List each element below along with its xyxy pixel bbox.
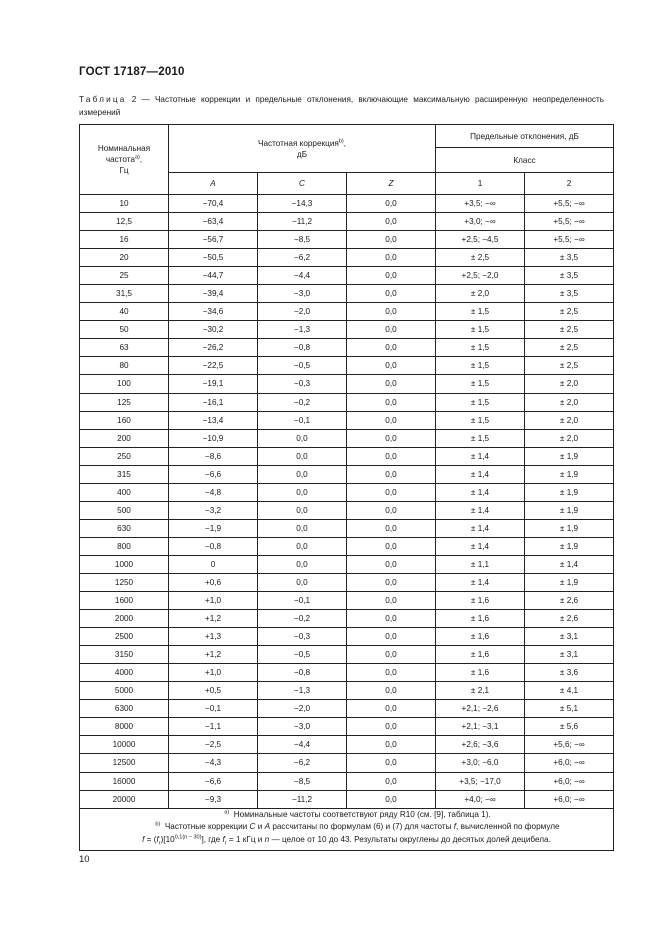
cell-limit-class-2: ± 3,1 bbox=[525, 646, 614, 664]
formula-n: n bbox=[264, 834, 270, 844]
cell-frequency: 1600 bbox=[80, 592, 169, 610]
formula-fr2-sub: r bbox=[224, 840, 227, 847]
cell-limit-class-1: ± 1,4 bbox=[436, 537, 525, 555]
cell-frequency: 100 bbox=[80, 375, 169, 393]
cell-frequency: 1000 bbox=[80, 555, 169, 573]
page-number: 10 bbox=[79, 854, 90, 865]
table-row bbox=[80, 790, 614, 808]
cell-correction-z: 0,0 bbox=[347, 519, 436, 537]
cell-limit-class-2: ± 2,0 bbox=[525, 375, 614, 393]
table-row bbox=[80, 195, 614, 213]
table-row bbox=[80, 357, 614, 375]
cell-correction-z: 0,0 bbox=[347, 231, 436, 249]
cell-limit-class-1: ± 1,5 bbox=[436, 411, 525, 429]
cell-correction-c: 0,0 bbox=[258, 447, 347, 465]
cell-correction-c: −1,3 bbox=[258, 682, 347, 700]
cell-limit-class-1: ± 1,5 bbox=[436, 393, 525, 411]
footnote-b-text-1: Частотные коррекции bbox=[164, 822, 250, 832]
cell-correction-a: +1,0 bbox=[169, 592, 258, 610]
formula-part-2: = ( bbox=[144, 834, 157, 844]
cell-correction-a: −22,5 bbox=[169, 357, 258, 375]
cell-frequency: 12500 bbox=[80, 754, 169, 772]
cell-limit-class-1: ± 1,4 bbox=[436, 519, 525, 537]
cell-correction-c: −0,5 bbox=[258, 357, 347, 375]
cell-limit-class-2: +5,5; −∞ bbox=[525, 213, 614, 231]
subheader-a: A bbox=[169, 173, 258, 195]
cell-correction-a: −0,8 bbox=[169, 537, 258, 555]
cell-limit-class-1: +2,1; −2,6 bbox=[436, 700, 525, 718]
cell-limit-class-1: +3,5; −∞ bbox=[436, 195, 525, 213]
header-limits: Предельные отклонения, дБ bbox=[436, 125, 614, 148]
table-row bbox=[80, 483, 614, 501]
cell-limit-class-2: ± 2,5 bbox=[525, 303, 614, 321]
table-caption-lead: Таблица bbox=[79, 95, 127, 104]
cell-limit-class-2: ± 1,4 bbox=[525, 555, 614, 573]
cell-correction-a: −8,6 bbox=[169, 447, 258, 465]
cell-correction-c: −2,0 bbox=[258, 303, 347, 321]
table-row bbox=[80, 231, 614, 249]
footnote-b-text-2: и bbox=[255, 822, 265, 832]
table-row bbox=[80, 303, 614, 321]
cell-limit-class-2: ± 2,6 bbox=[525, 610, 614, 628]
cell-limit-class-1: ± 1,5 bbox=[436, 429, 525, 447]
table-row bbox=[80, 501, 614, 519]
cell-limit-class-1: +3,0; −∞ bbox=[436, 213, 525, 231]
cell-correction-a: −44,7 bbox=[169, 267, 258, 285]
cell-correction-c: −4,4 bbox=[258, 736, 347, 754]
cell-frequency: 10 bbox=[80, 195, 169, 213]
table-caption bbox=[79, 93, 604, 119]
cell-limit-class-1: ± 1,6 bbox=[436, 628, 525, 646]
cell-correction-z: 0,0 bbox=[347, 682, 436, 700]
cell-limit-class-2: ± 1,9 bbox=[525, 465, 614, 483]
header-corr-unit: дБ bbox=[296, 149, 308, 159]
cell-correction-z: 0,0 bbox=[347, 700, 436, 718]
table-row bbox=[80, 339, 614, 357]
cell-correction-c: −0,1 bbox=[258, 411, 347, 429]
cell-correction-c: −0,3 bbox=[258, 375, 347, 393]
cell-frequency: 800 bbox=[80, 537, 169, 555]
cell-correction-c: 0,0 bbox=[258, 429, 347, 447]
table-row bbox=[80, 249, 614, 267]
cell-limit-class-1: ± 1,4 bbox=[436, 447, 525, 465]
cell-correction-a: −3,2 bbox=[169, 501, 258, 519]
cell-frequency: 10000 bbox=[80, 736, 169, 754]
cell-correction-c: −11,2 bbox=[258, 213, 347, 231]
cell-limit-class-2: ± 5,6 bbox=[525, 718, 614, 736]
table-row bbox=[80, 682, 614, 700]
table-row bbox=[80, 213, 614, 231]
cell-correction-c: −0,1 bbox=[258, 592, 347, 610]
cell-correction-c: 0,0 bbox=[258, 519, 347, 537]
cell-limit-class-2: ± 5,1 bbox=[525, 700, 614, 718]
table-row bbox=[80, 393, 614, 411]
footnote-a bbox=[80, 809, 613, 822]
footnote-b-text-4: , вычисленной по формуле bbox=[456, 822, 560, 832]
cell-correction-c: −3,0 bbox=[258, 285, 347, 303]
table-row bbox=[80, 772, 614, 790]
table-row bbox=[80, 628, 614, 646]
cell-correction-c: −6,2 bbox=[258, 249, 347, 267]
cell-correction-z: 0,0 bbox=[347, 249, 436, 267]
cell-correction-z: 0,0 bbox=[347, 736, 436, 754]
footnotes bbox=[80, 808, 614, 850]
cell-limit-class-1: ± 1,6 bbox=[436, 610, 525, 628]
cell-correction-z: 0,0 bbox=[347, 375, 436, 393]
formula-part-4: ], где bbox=[201, 834, 223, 844]
cell-limit-class-1: ± 1,5 bbox=[436, 339, 525, 357]
cell-limit-class-2: ± 2,0 bbox=[525, 393, 614, 411]
header-nominal-frequency: Номинальная частота$^{a)}$, Гц bbox=[80, 125, 169, 195]
cell-correction-z: 0,0 bbox=[347, 537, 436, 555]
cell-frequency: 2500 bbox=[80, 628, 169, 646]
cell-frequency: 6300 bbox=[80, 700, 169, 718]
cell-correction-c: −14,3 bbox=[258, 195, 347, 213]
cell-frequency: 63 bbox=[80, 339, 169, 357]
formula-fr: f bbox=[156, 834, 159, 844]
cell-correction-c: −6,2 bbox=[258, 754, 347, 772]
table-row bbox=[80, 573, 614, 591]
cell-correction-z: 0,0 bbox=[347, 303, 436, 321]
cell-frequency: 40 bbox=[80, 303, 169, 321]
cell-frequency: 80 bbox=[80, 357, 169, 375]
cell-frequency: 16 bbox=[80, 231, 169, 249]
cell-limit-class-1: ± 2,0 bbox=[436, 285, 525, 303]
cell-limit-class-1: +2,6; −3,6 bbox=[436, 736, 525, 754]
cell-frequency: 160 bbox=[80, 411, 169, 429]
cell-correction-a: −70,4 bbox=[169, 195, 258, 213]
formula-fr-sub: r bbox=[158, 840, 161, 847]
cell-limit-class-1: ± 1,5 bbox=[436, 375, 525, 393]
subheader-class-2: 2 bbox=[525, 173, 614, 195]
footnote-b-formula bbox=[80, 834, 613, 850]
table-row bbox=[80, 700, 614, 718]
cell-correction-c: −2,0 bbox=[258, 700, 347, 718]
cell-limit-class-2: ± 2,5 bbox=[525, 357, 614, 375]
cell-correction-z: 0,0 bbox=[347, 447, 436, 465]
cell-correction-c: 0,0 bbox=[258, 555, 347, 573]
header-freq-line2: частота bbox=[105, 155, 135, 164]
header-frequency-correction: Частотная коррекция$^{b)}$, дБ bbox=[169, 125, 436, 173]
cell-frequency: 315 bbox=[80, 465, 169, 483]
cell-correction-a: −30,2 bbox=[169, 321, 258, 339]
cell-correction-z: 0,0 bbox=[347, 664, 436, 682]
table-row bbox=[80, 429, 614, 447]
cell-frequency: 250 bbox=[80, 447, 169, 465]
frequency-correction-table bbox=[79, 124, 614, 851]
cell-limit-class-1: ± 1,4 bbox=[436, 501, 525, 519]
cell-correction-z: 0,0 bbox=[347, 321, 436, 339]
table-row bbox=[80, 285, 614, 303]
header-freq-unit: Гц bbox=[119, 166, 129, 175]
cell-correction-a: −63,4 bbox=[169, 213, 258, 231]
table-row bbox=[80, 718, 614, 736]
cell-correction-a: +1,3 bbox=[169, 628, 258, 646]
cell-limit-class-2: +6,0; −∞ bbox=[525, 790, 614, 808]
cell-limit-class-2: +5,5; −∞ bbox=[525, 231, 614, 249]
cell-correction-z: 0,0 bbox=[347, 339, 436, 357]
cell-correction-a: −6,6 bbox=[169, 772, 258, 790]
cell-correction-z: 0,0 bbox=[347, 628, 436, 646]
cell-limit-class-2: +5,5; −∞ bbox=[525, 195, 614, 213]
cell-correction-a: 0 bbox=[169, 555, 258, 573]
cell-limit-class-1: +3,0; −6,0 bbox=[436, 754, 525, 772]
cell-limit-class-2: ± 1,9 bbox=[525, 447, 614, 465]
cell-correction-z: 0,0 bbox=[347, 267, 436, 285]
cell-correction-c: −8,5 bbox=[258, 231, 347, 249]
table-row bbox=[80, 537, 614, 555]
cell-correction-z: 0,0 bbox=[347, 411, 436, 429]
cell-correction-z: 0,0 bbox=[347, 285, 436, 303]
cell-correction-a: +0,5 bbox=[169, 682, 258, 700]
cell-correction-c: −0,3 bbox=[258, 628, 347, 646]
table-row bbox=[80, 447, 614, 465]
cell-correction-c: −0,8 bbox=[258, 664, 347, 682]
table-row bbox=[80, 375, 614, 393]
cell-limit-class-1: ± 1,6 bbox=[436, 646, 525, 664]
cell-correction-a: +1,2 bbox=[169, 646, 258, 664]
cell-limit-class-1: ± 2,1 bbox=[436, 682, 525, 700]
cell-correction-z: 0,0 bbox=[347, 195, 436, 213]
cell-limit-class-1: ± 1,6 bbox=[436, 664, 525, 682]
cell-limit-class-1: +4,0; −∞ bbox=[436, 790, 525, 808]
cell-limit-class-2: +5,6; −∞ bbox=[525, 736, 614, 754]
cell-limit-class-2: ± 2,0 bbox=[525, 411, 614, 429]
cell-correction-a: −16,1 bbox=[169, 393, 258, 411]
cell-correction-a: −50,5 bbox=[169, 249, 258, 267]
cell-limit-class-1: ± 1,4 bbox=[436, 465, 525, 483]
cell-correction-a: −4,8 bbox=[169, 483, 258, 501]
cell-correction-z: 0,0 bbox=[347, 754, 436, 772]
cell-correction-c: −11,2 bbox=[258, 790, 347, 808]
footnote-b-mark: b) bbox=[155, 821, 161, 828]
footnote-b-var-a: A bbox=[264, 822, 271, 832]
cell-limit-class-1: +3,5; −17,0 bbox=[436, 772, 525, 790]
cell-correction-a: −13,4 bbox=[169, 411, 258, 429]
cell-limit-class-2: ± 2,6 bbox=[525, 592, 614, 610]
cell-frequency: 5000 bbox=[80, 682, 169, 700]
footnote-b bbox=[80, 821, 613, 834]
footnote-a-text: Номинальные частоты соответствуют ряду R10 (см. [9], таблица 1). bbox=[233, 809, 491, 819]
cell-correction-c: −0,2 bbox=[258, 393, 347, 411]
cell-correction-c: 0,0 bbox=[258, 483, 347, 501]
cell-frequency: 31,5 bbox=[80, 285, 169, 303]
footnote-b-ref: b) bbox=[338, 137, 344, 144]
formula-part-5: = 1 кГц и bbox=[226, 834, 265, 844]
cell-limit-class-2: ± 1,9 bbox=[525, 501, 614, 519]
cell-limit-class-2: ± 3,5 bbox=[525, 267, 614, 285]
cell-frequency: 25 bbox=[80, 267, 169, 285]
table-row bbox=[80, 592, 614, 610]
cell-frequency: 4000 bbox=[80, 664, 169, 682]
cell-frequency: 125 bbox=[80, 393, 169, 411]
cell-correction-a: −26,2 bbox=[169, 339, 258, 357]
formula-exponent: 0,1(n − 30) bbox=[174, 833, 202, 840]
cell-correction-c: −4,4 bbox=[258, 267, 347, 285]
cell-correction-z: 0,0 bbox=[347, 393, 436, 411]
formula-f: f bbox=[142, 834, 145, 844]
formula-part-3: )[10 bbox=[160, 834, 175, 844]
footnote-b-var-f: f bbox=[453, 822, 457, 832]
cell-limit-class-2: ± 3,6 bbox=[525, 664, 614, 682]
cell-correction-a: −56,7 bbox=[169, 231, 258, 249]
cell-frequency: 1250 bbox=[80, 573, 169, 591]
cell-correction-z: 0,0 bbox=[347, 465, 436, 483]
cell-correction-c: 0,0 bbox=[258, 537, 347, 555]
cell-limit-class-1: ± 1,4 bbox=[436, 573, 525, 591]
cell-correction-a: −19,1 bbox=[169, 375, 258, 393]
footnote-a-ref: a) bbox=[134, 154, 140, 161]
cell-limit-class-2: ± 3,5 bbox=[525, 249, 614, 267]
cell-correction-c: −1,3 bbox=[258, 321, 347, 339]
cell-correction-a: −0,1 bbox=[169, 700, 258, 718]
cell-limit-class-1: +2,1; −3,1 bbox=[436, 718, 525, 736]
cell-correction-z: 0,0 bbox=[347, 592, 436, 610]
table-row bbox=[80, 465, 614, 483]
cell-limit-class-2: ± 3,5 bbox=[525, 285, 614, 303]
cell-correction-a: −34,6 bbox=[169, 303, 258, 321]
formula-fr2: f bbox=[222, 834, 225, 844]
table-row bbox=[80, 646, 614, 664]
cell-frequency: 8000 bbox=[80, 718, 169, 736]
cell-correction-a: −10,9 bbox=[169, 429, 258, 447]
cell-correction-z: 0,0 bbox=[347, 429, 436, 447]
cell-limit-class-2: +6,0; −∞ bbox=[525, 754, 614, 772]
table-row bbox=[80, 411, 614, 429]
header-corr-line1: Частотная коррекция bbox=[257, 138, 339, 148]
cell-limit-class-1: ± 2,5 bbox=[436, 249, 525, 267]
subheader-c: C bbox=[258, 173, 347, 195]
cell-limit-class-2: ± 2,5 bbox=[525, 339, 614, 357]
cell-correction-z: 0,0 bbox=[347, 213, 436, 231]
cell-correction-z: 0,0 bbox=[347, 357, 436, 375]
subheader-class-1: 1 bbox=[436, 173, 525, 195]
footnote-a-mark: a) bbox=[224, 808, 230, 815]
cell-correction-a: +0,6 bbox=[169, 573, 258, 591]
cell-limit-class-2: ± 1,9 bbox=[525, 519, 614, 537]
cell-limit-class-1: +2,5; −4,5 bbox=[436, 231, 525, 249]
cell-correction-a: +1,0 bbox=[169, 664, 258, 682]
table-caption-text: 2 — Частотные коррекции и предельные отклонения, включающие максимальную расширенную неопределенность измерений bbox=[79, 95, 604, 117]
cell-correction-c: −8,5 bbox=[258, 772, 347, 790]
cell-frequency: 200 bbox=[80, 429, 169, 447]
cell-limit-class-2: ± 1,9 bbox=[525, 537, 614, 555]
cell-frequency: 20000 bbox=[80, 790, 169, 808]
cell-frequency: 500 bbox=[80, 501, 169, 519]
cell-correction-a: −39,4 bbox=[169, 285, 258, 303]
cell-correction-a: −1,9 bbox=[169, 519, 258, 537]
cell-limit-class-1: +2,5; −2,0 bbox=[436, 267, 525, 285]
cell-frequency: 12,5 bbox=[80, 213, 169, 231]
cell-correction-z: 0,0 bbox=[347, 555, 436, 573]
cell-correction-z: 0,0 bbox=[347, 501, 436, 519]
table-body bbox=[80, 195, 614, 809]
cell-correction-c: 0,0 bbox=[258, 573, 347, 591]
cell-correction-c: 0,0 bbox=[258, 501, 347, 519]
cell-limit-class-2: ± 1,9 bbox=[525, 483, 614, 501]
table-row bbox=[80, 519, 614, 537]
cell-frequency: 16000 bbox=[80, 772, 169, 790]
table-row bbox=[80, 664, 614, 682]
cell-correction-z: 0,0 bbox=[347, 646, 436, 664]
cell-correction-a: −6,6 bbox=[169, 465, 258, 483]
cell-limit-class-1: ± 1,4 bbox=[436, 483, 525, 501]
cell-limit-class-1: ± 1,6 bbox=[436, 592, 525, 610]
cell-correction-c: −0,8 bbox=[258, 339, 347, 357]
table-row bbox=[80, 754, 614, 772]
cell-limit-class-1: ± 1,5 bbox=[436, 321, 525, 339]
cell-limit-class-2: ± 4,1 bbox=[525, 682, 614, 700]
cell-correction-c: 0,0 bbox=[258, 465, 347, 483]
cell-limit-class-2: +6,0; −∞ bbox=[525, 772, 614, 790]
cell-limit-class-2: ± 3,1 bbox=[525, 628, 614, 646]
header-class: Класс bbox=[436, 148, 614, 173]
cell-frequency: 50 bbox=[80, 321, 169, 339]
table-row bbox=[80, 610, 614, 628]
formula-part-6: — целое от 10 до 43. Результаты округлены до десятых долей децибела. bbox=[269, 834, 551, 844]
cell-correction-z: 0,0 bbox=[347, 610, 436, 628]
cell-correction-a: +1,2 bbox=[169, 610, 258, 628]
footnote-b-text-3: рассчитаны по формулам (6) и (7) для частоты bbox=[270, 822, 454, 832]
cell-frequency: 20 bbox=[80, 249, 169, 267]
cell-frequency: 3150 bbox=[80, 646, 169, 664]
cell-limit-class-1: ± 1,5 bbox=[436, 303, 525, 321]
cell-correction-c: −0,2 bbox=[258, 610, 347, 628]
document-header: ГОСТ 17187—2010 bbox=[79, 66, 185, 78]
cell-correction-a: −9,3 bbox=[169, 790, 258, 808]
cell-limit-class-1: ± 1,5 bbox=[436, 357, 525, 375]
cell-limit-class-1: ± 1,1 bbox=[436, 555, 525, 573]
subheader-z: Z bbox=[347, 173, 436, 195]
table-row bbox=[80, 267, 614, 285]
cell-correction-z: 0,0 bbox=[347, 718, 436, 736]
cell-limit-class-2: ± 2,0 bbox=[525, 429, 614, 447]
table-row bbox=[80, 736, 614, 754]
footnote-b-var-c: C bbox=[249, 822, 256, 832]
cell-limit-class-2: ± 2,5 bbox=[525, 321, 614, 339]
table-row bbox=[80, 321, 614, 339]
cell-correction-z: 0,0 bbox=[347, 483, 436, 501]
table-row bbox=[80, 555, 614, 573]
header-freq-line1: Номинальная bbox=[97, 144, 151, 153]
cell-frequency: 2000 bbox=[80, 610, 169, 628]
cell-correction-c: −3,0 bbox=[258, 718, 347, 736]
cell-correction-a: −1,1 bbox=[169, 718, 258, 736]
cell-frequency: 630 bbox=[80, 519, 169, 537]
cell-correction-a: −2,5 bbox=[169, 736, 258, 754]
cell-correction-a: −4,3 bbox=[169, 754, 258, 772]
cell-frequency: 400 bbox=[80, 483, 169, 501]
cell-correction-c: −0,5 bbox=[258, 646, 347, 664]
cell-correction-z: 0,0 bbox=[347, 790, 436, 808]
cell-correction-z: 0,0 bbox=[347, 772, 436, 790]
cell-limit-class-2: ± 1,9 bbox=[525, 573, 614, 591]
cell-correction-z: 0,0 bbox=[347, 573, 436, 591]
